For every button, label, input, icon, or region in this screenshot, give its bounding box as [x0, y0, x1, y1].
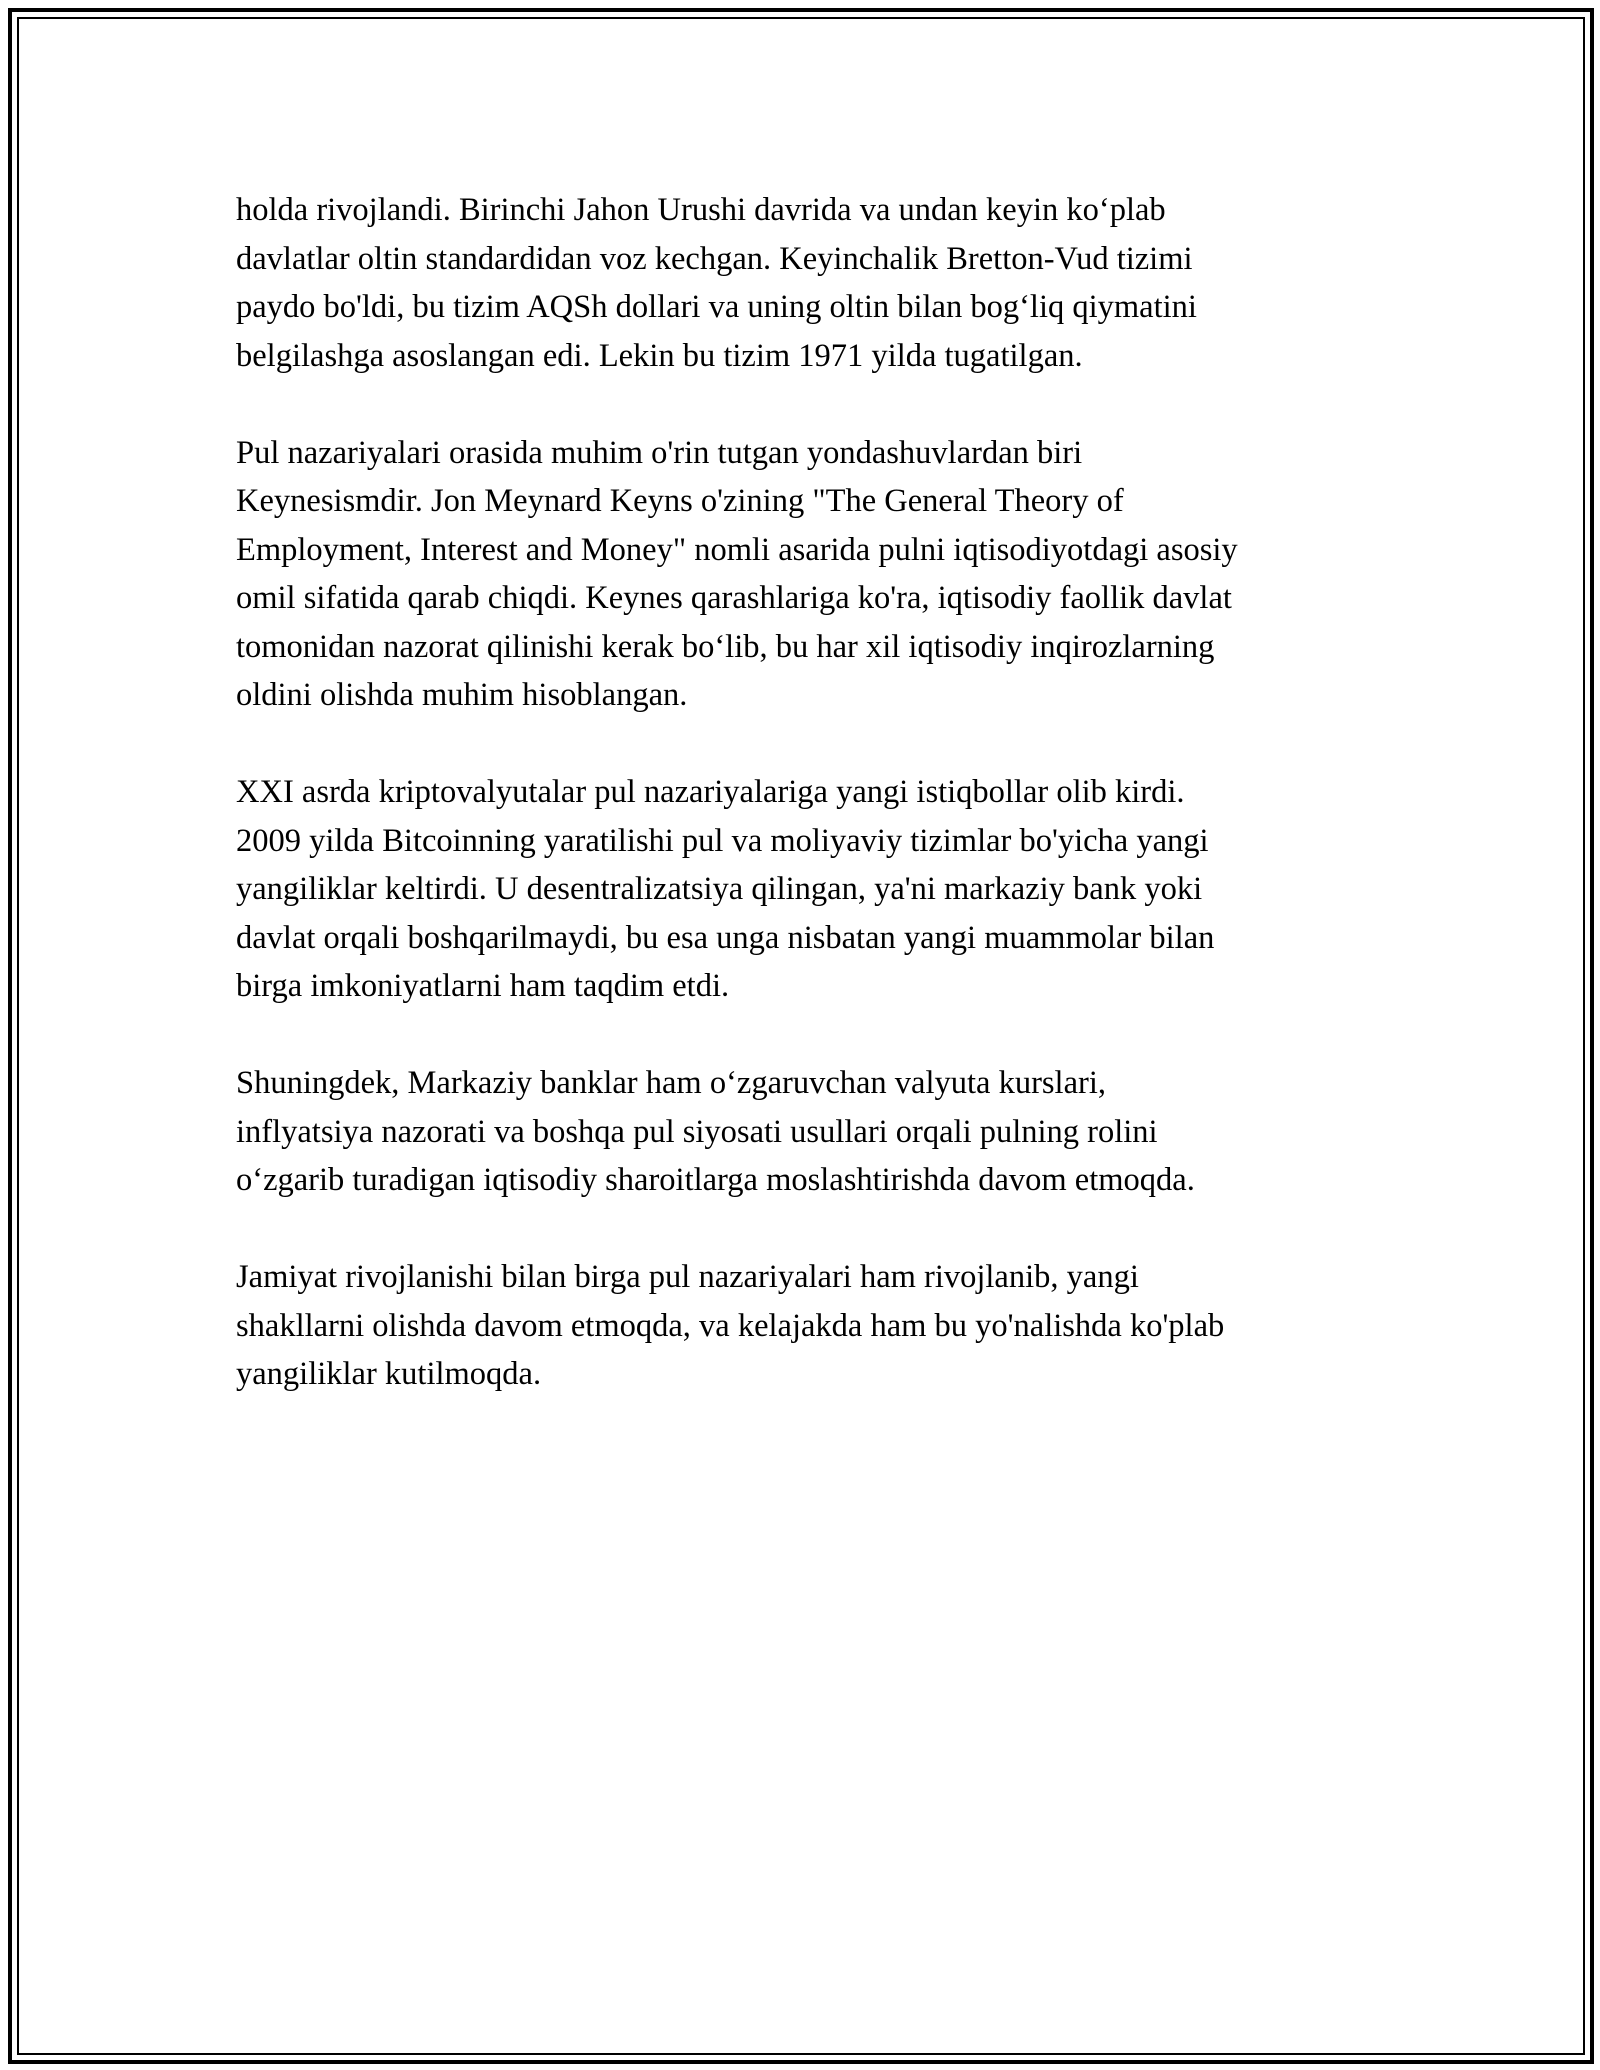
- paragraph-4: Shuningdek, Markaziy banklar ham o‘zgaruvchan valyuta kurslari, inflyatsiya nazorati va boshqa pul siyosati usullari orqali pulning rolini o‘zgarib turadigan iqtisodiy sharoitlarga moslashtirishda davom etmoqda.: [236, 1065, 1195, 1198]
- paragraph-1: holda rivojlandi. Birinchi Jahon Urushi davrida va undan keyin ko‘plab davlatlar oltin standardidan voz kechgan. Keyinchalik Bretton-Vud tizimi paydo bo'ldi, bu tizim AQSh dollari va uning oltin bilan bog‘liq qiymatini belgilashga asoslangan edi. Lekin bu tizim 1971 yilda tugatilgan.: [236, 192, 1197, 374]
- paragraph-5: Jamiyat rivojlanishi bilan birga pul nazariyalari ham rivojlanib, yangi shakllarni olishda davom etmoqda, va kelajakda ham bu yo'nalishda ko'plab yangiliklar kutilmoqda.: [236, 1259, 1225, 1392]
- paragraph-3: XXI asrda kriptovalyutalar pul nazariyalariga yangi istiqbollar olib kirdi. 2009 yilda Bitcoinning yaratilishi pul va moliyaviy tizimlar bo'yicha yangi yangiliklar keltirdi. U desentralizatsiya qilingan, ya'ni markaziy bank yoki davlat orqali boshqarilmaydi, bu esa unga nisbatan yangi muammolar bilan birga imkoniyatlarni ham taqdim etdi.: [236, 774, 1215, 1004]
- paragraph-2: Pul nazariyalari orasida muhim o'rin tutgan yondashuvlardan biri Keynesismdir. Jon Meynard Keyns o'zining "The General Theory of Employment, Interest and Money" nomli asarida pulni iqtisodiyotdagi asosiy omil sifatida qarab chiqdi. Keynes qarashlariga ko'ra, iqtisodiy faollik davlat tomonidan nazorat qilinishi kerak bo‘lib, bu har xil iqtisodiy inqirozlarning oldini olishda muhim hisoblangan.: [236, 434, 1238, 713]
- document-body: [236, 186, 1376, 1447]
